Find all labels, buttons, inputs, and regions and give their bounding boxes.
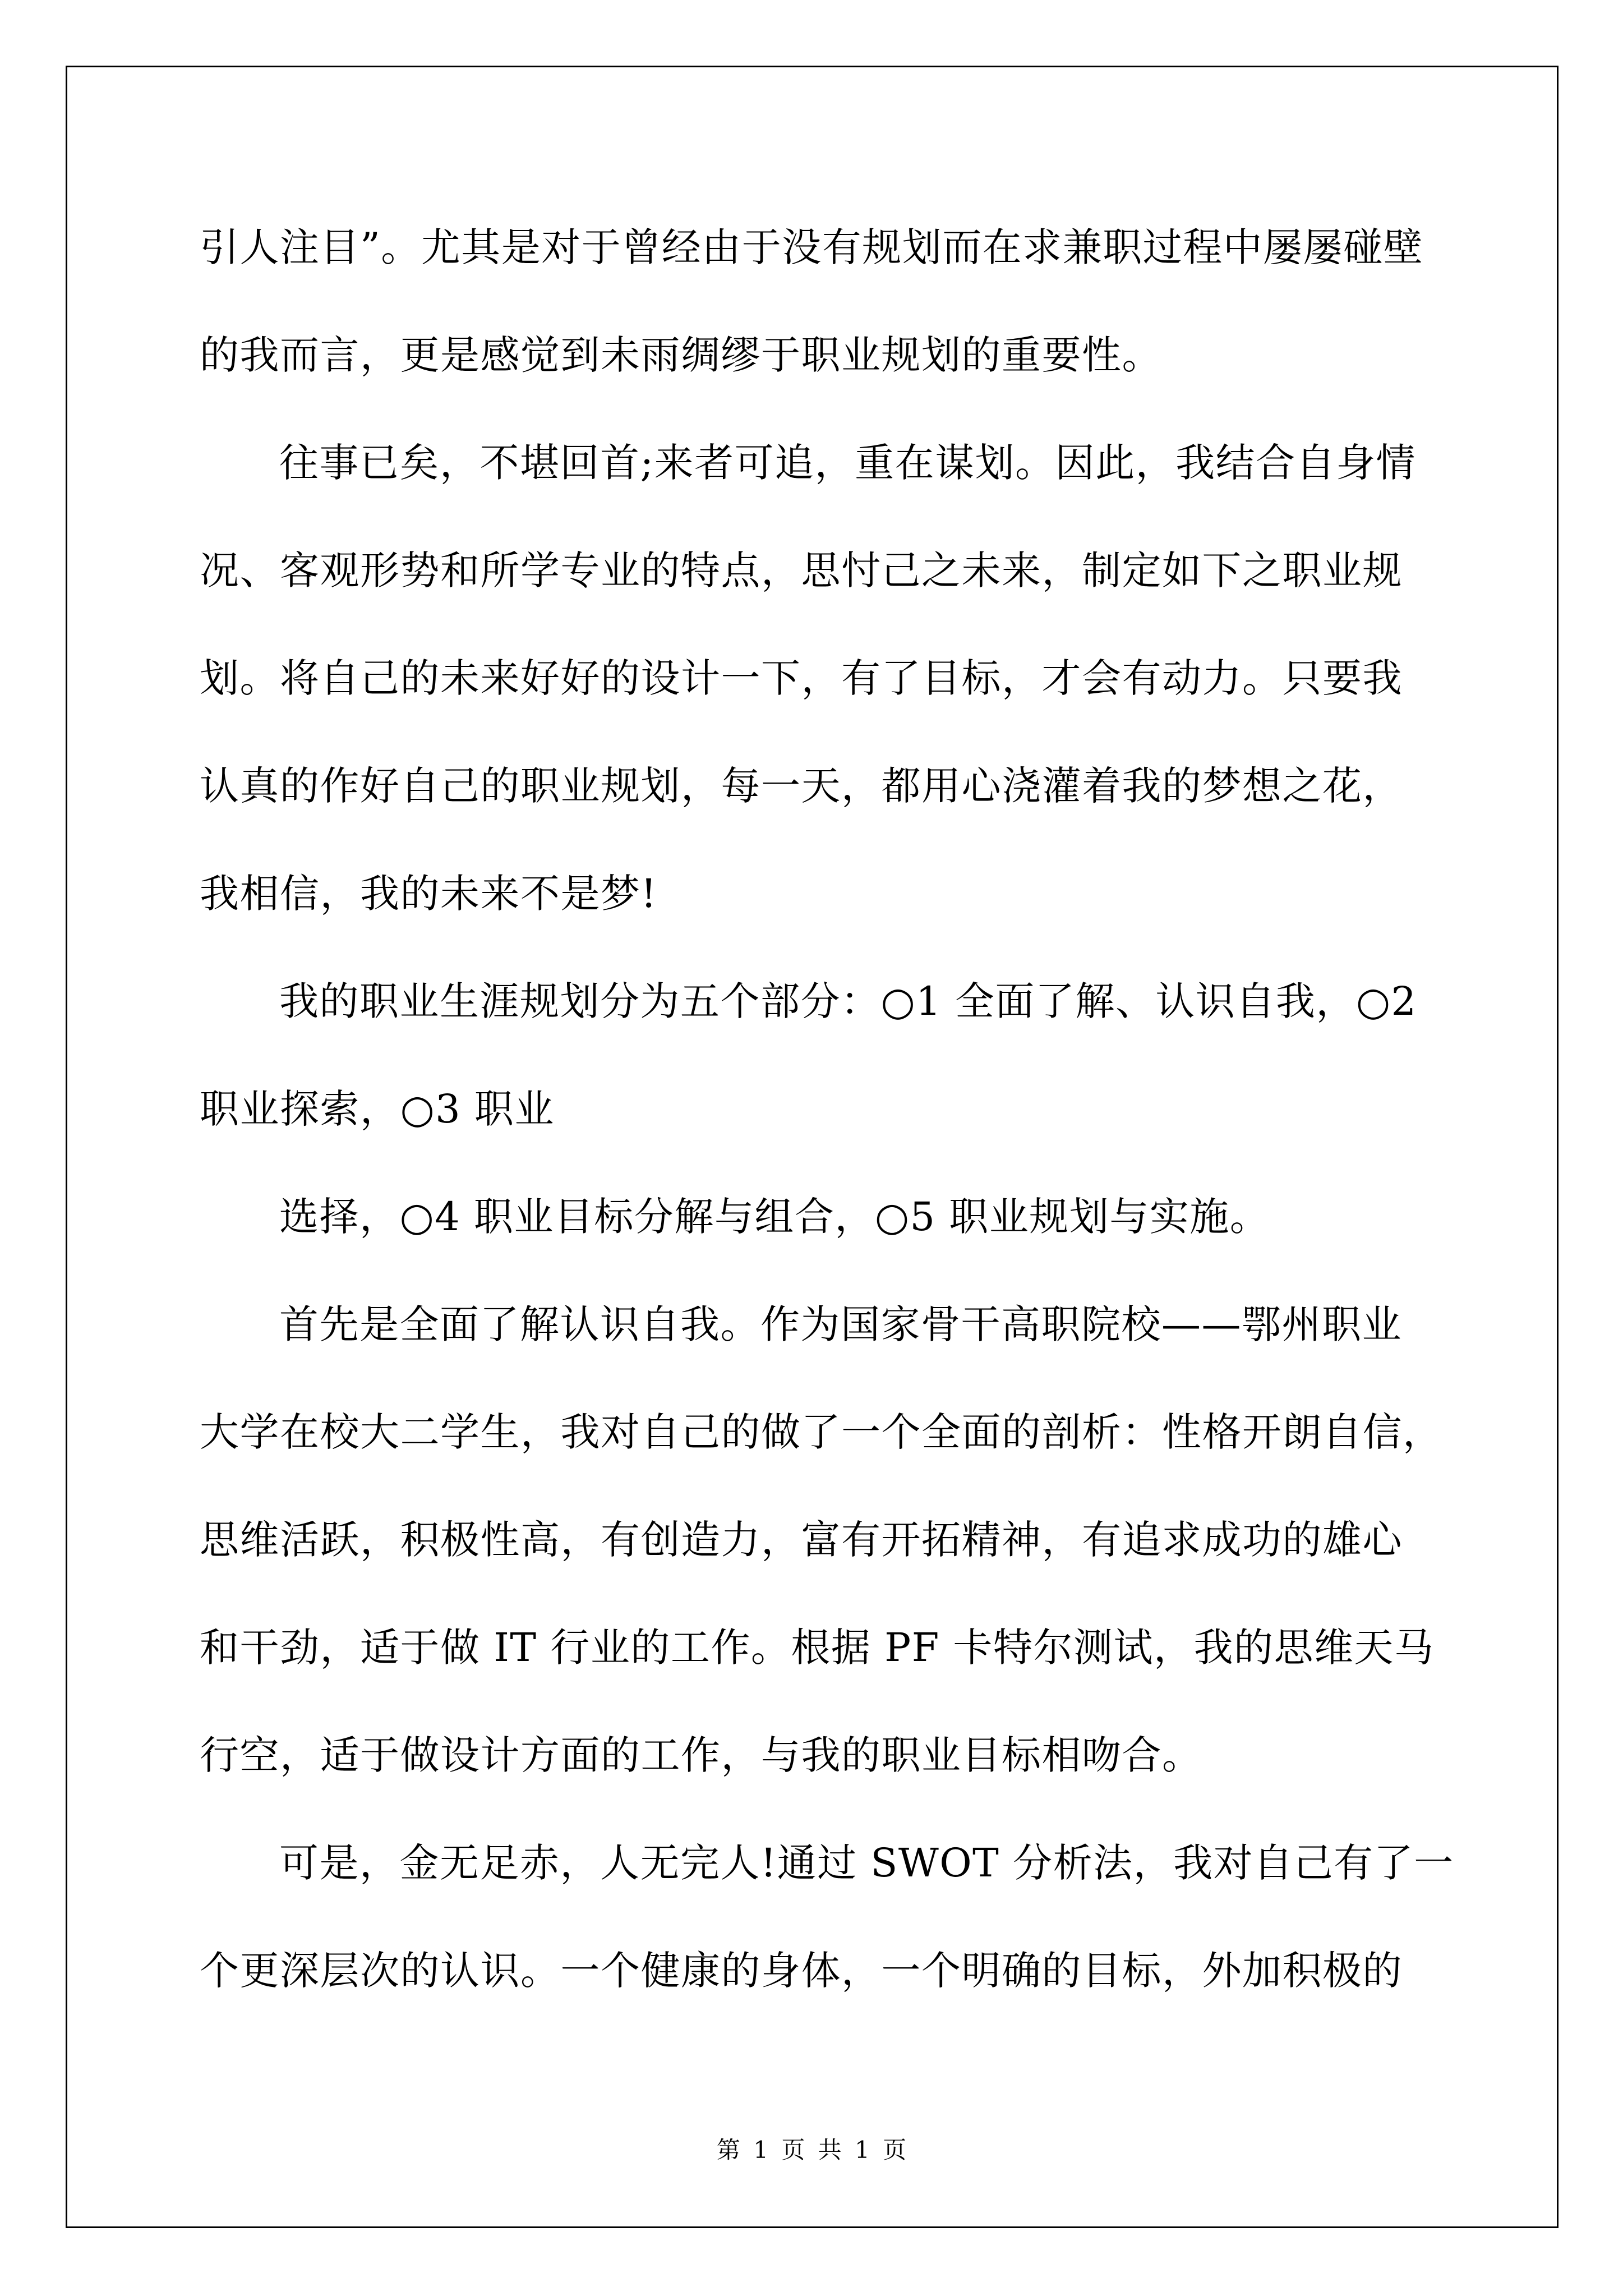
text-line: 往事已矣，不堪回首;来者可追，重在谋划。因此，我结合自身情 xyxy=(279,440,1417,486)
text-line: 大学在校大二学生，我对自己的做了一个全面的剖析：性格开朗自信， xyxy=(200,1409,1443,1455)
text-line: 认真的作好自己的职业规划，每一天，都用心浇灌着我的梦想之花， xyxy=(200,763,1403,809)
text-line: 首先是全面了解认识自我。作为国家骨干高职院校——鄂州职业 xyxy=(279,1301,1402,1347)
text-line: 我的职业生涯规划分为五个部分：○1 全面了解、认识自我，○2 xyxy=(279,978,1417,1024)
text-line: 选择，○4 职业目标分解与组合，○5 职业规划与实施。 xyxy=(279,1194,1270,1240)
page-footer: 第 1 页 共 1 页 xyxy=(716,2136,907,2164)
text-line: 思维活跃，积极性高，有创造力，富有开拓精神，有追求成功的雄心 xyxy=(200,1517,1403,1563)
text-line: 划。将自己的未来好好的设计一下，有了目标，才会有动力。只要我 xyxy=(200,655,1403,701)
text-line: 况、客观形势和所学专业的特点，思忖己之未来，制定如下之职业规 xyxy=(200,547,1403,593)
page-border xyxy=(66,66,1559,2228)
text-line: 可是，金无足赤，人无完人!通过 SWOT 分析法，我对自己有了一 xyxy=(279,1840,1454,1886)
text-line: 个更深层次的认识。一个健康的身体，一个明确的目标，外加积极的 xyxy=(200,1948,1403,1994)
text-line: 引人注目”。尤其是对于曾经由于没有规划而在求兼职过程中屡屡碰壁 xyxy=(200,224,1424,270)
text-line: 的我而言，更是感觉到未雨绸缪于职业规划的重要性。 xyxy=(200,332,1162,378)
text-line: 我相信，我的未来不是梦! xyxy=(200,871,658,917)
text-line: 行空，适于做设计方面的工作，与我的职业目标相吻合。 xyxy=(200,1732,1202,1778)
text-line: 职业探索，○3 职业 xyxy=(200,1086,555,1132)
text-line: 和干劲，适于做 IT 行业的工作。根据 PF 卡特尔测试，我的思维天马 xyxy=(200,1625,1435,1671)
